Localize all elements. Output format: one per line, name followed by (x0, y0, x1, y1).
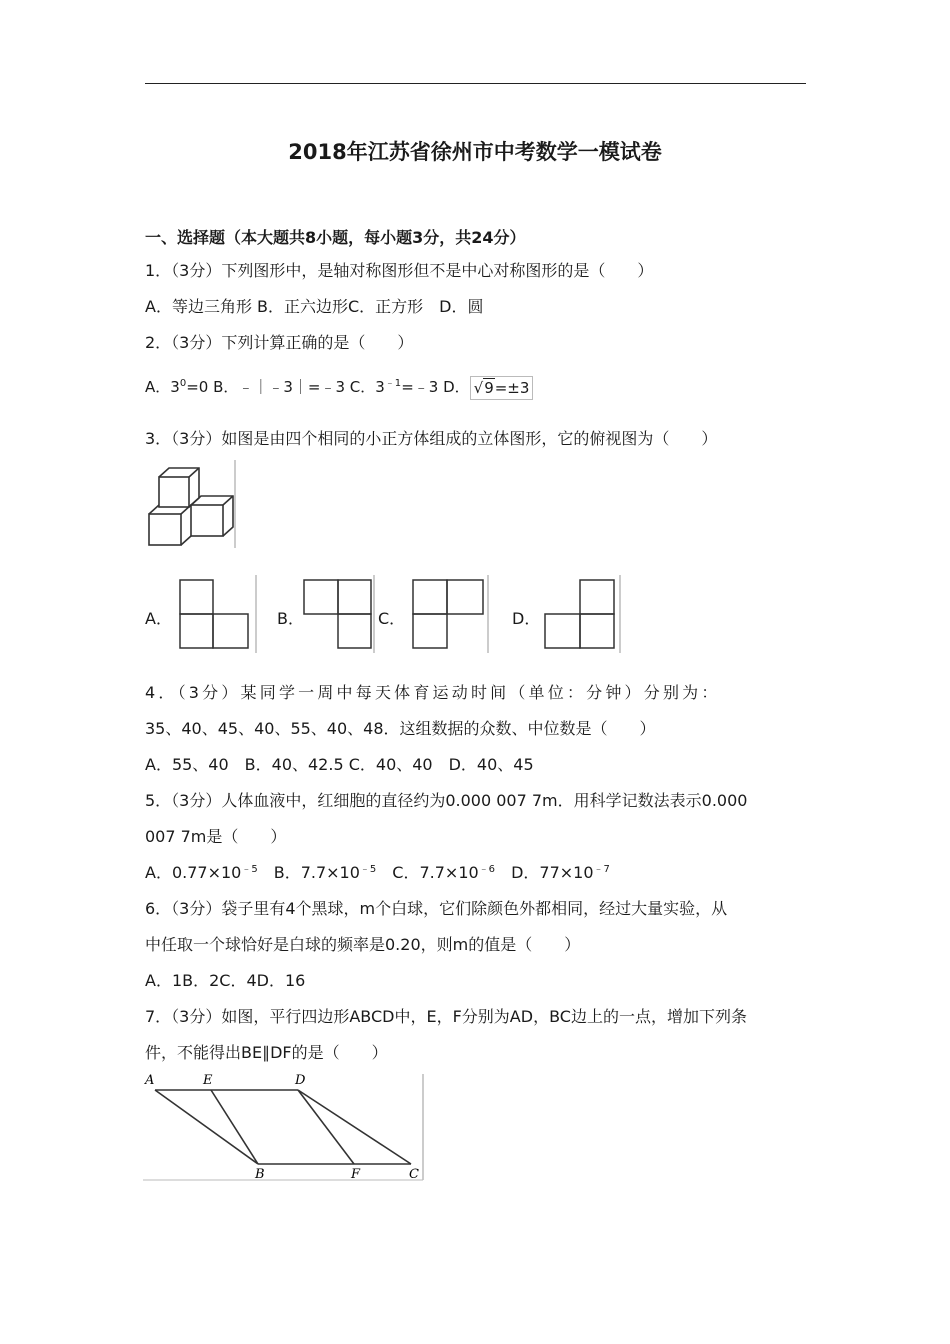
q5-option-b: B．7.7×10 (257, 863, 360, 882)
q3-option-a-label: A． (145, 609, 172, 628)
q5-option-c: C．7.7×10 (376, 863, 479, 882)
q2-option-c-rest: =﹣3 D． (401, 378, 470, 396)
q7-parallelogram-figure (143, 1072, 428, 1184)
q2-option-b-c: =0 B．﹣｜﹣3｜=﹣3 C．3 (186, 378, 385, 396)
section-heading: 一、选择题（本大题共8小题，每小题3分，共24分） (145, 228, 526, 247)
segment-BE (211, 1090, 258, 1164)
segment-DF (298, 1090, 354, 1164)
q2-exponent-neg-one: ﹣1 (384, 378, 402, 389)
q2-exponent-zero: 0 (179, 378, 187, 389)
q5-option-c-exp: ﹣6 (478, 864, 496, 875)
question-6-options: A．1B．2C．4D．16 (145, 971, 306, 990)
q3-option-a-figure (172, 575, 257, 655)
point-D-label: D (295, 1073, 306, 1088)
q5-option-b-exp: ﹣5 (359, 864, 377, 875)
question-2-stem: 2．（3分）下列计算正确的是（ ） (145, 333, 414, 352)
point-B-label: B (255, 1167, 265, 1182)
q3-option-c-label: C． (378, 609, 406, 628)
top-rule (145, 83, 806, 84)
sqrt-result: =±3 (494, 378, 530, 397)
q3-cube-figure (145, 460, 240, 550)
question-3-stem: 3．（3分）如图是由四个相同的小正方体组成的立体图形，它的俯视图为（ ） (145, 429, 718, 448)
q3-option-c-figure (405, 575, 490, 655)
q5-option-d-exp: ﹣7 (593, 864, 610, 875)
q2-option-d-formula: √9=±3 (470, 376, 534, 400)
question-1-options: A．等边三角形 B．正六边形C．正方形 D．圆 (145, 297, 484, 316)
point-C-label: C (409, 1167, 419, 1182)
q5-option-a-exp: ﹣5 (241, 864, 258, 875)
q3-option-d-figure (538, 575, 623, 655)
question-2-options (145, 374, 533, 400)
q2-option-a: A．3 (145, 378, 180, 396)
sqrt-radicand: 9 (484, 378, 494, 397)
question-5-line-2: 007 7m是（ ） (145, 827, 287, 846)
point-F-label: F (351, 1167, 361, 1182)
q5-option-d: D．77×10 (495, 863, 594, 882)
q5-option-a: A．0.77×10 (145, 863, 242, 882)
page-title: 2018年江苏省徐州市中考数学一模试卷 (288, 140, 662, 164)
side-DC (298, 1090, 411, 1164)
q3-option-b-figure (296, 575, 376, 655)
question-4-line-2: 35、40、45、40、55、40、48．这组数据的众数、中位数是（ ） (145, 719, 656, 738)
question-5-options (145, 860, 610, 883)
question-6-line-1: 6．（3分）袋子里有4个黑球，m个白球，它们除颜色外都相同，经过大量实验，从 (145, 899, 728, 918)
question-7-line-2: 件，不能得出BE∥DF的是（ ） (145, 1043, 388, 1062)
side-AB (155, 1090, 258, 1164)
q3-option-b-label: B． (277, 609, 304, 628)
point-A-label: A (145, 1073, 155, 1088)
question-6-line-2: 中任取一个球恰好是白球的频率是0.20，则m的值是（ ） (145, 935, 581, 954)
question-4-options: A．55、40 B．40、42.5 C．40、40 D．40、45 (145, 755, 534, 774)
point-E-label: E (203, 1073, 213, 1088)
question-4-line-1: 4．（3分）某同学一周中每天体育运动时间（单位：分钟）分别为： (145, 683, 721, 702)
question-1-stem: 1．（3分）下列图形中，是轴对称图形但不是中心对称图形的是（ ） (145, 261, 654, 280)
q3-option-d-label: D． (512, 609, 541, 628)
question-7-line-1: 7．（3分）如图，平行四边形ABCD中，E，F分别为AD，BC边上的一点，增加下列条 (145, 1007, 747, 1026)
question-5-line-1: 5．（3分）人体血液中，红细胞的直径约为0.000 007 7m．用科学记数法表示0.000 (145, 791, 748, 810)
